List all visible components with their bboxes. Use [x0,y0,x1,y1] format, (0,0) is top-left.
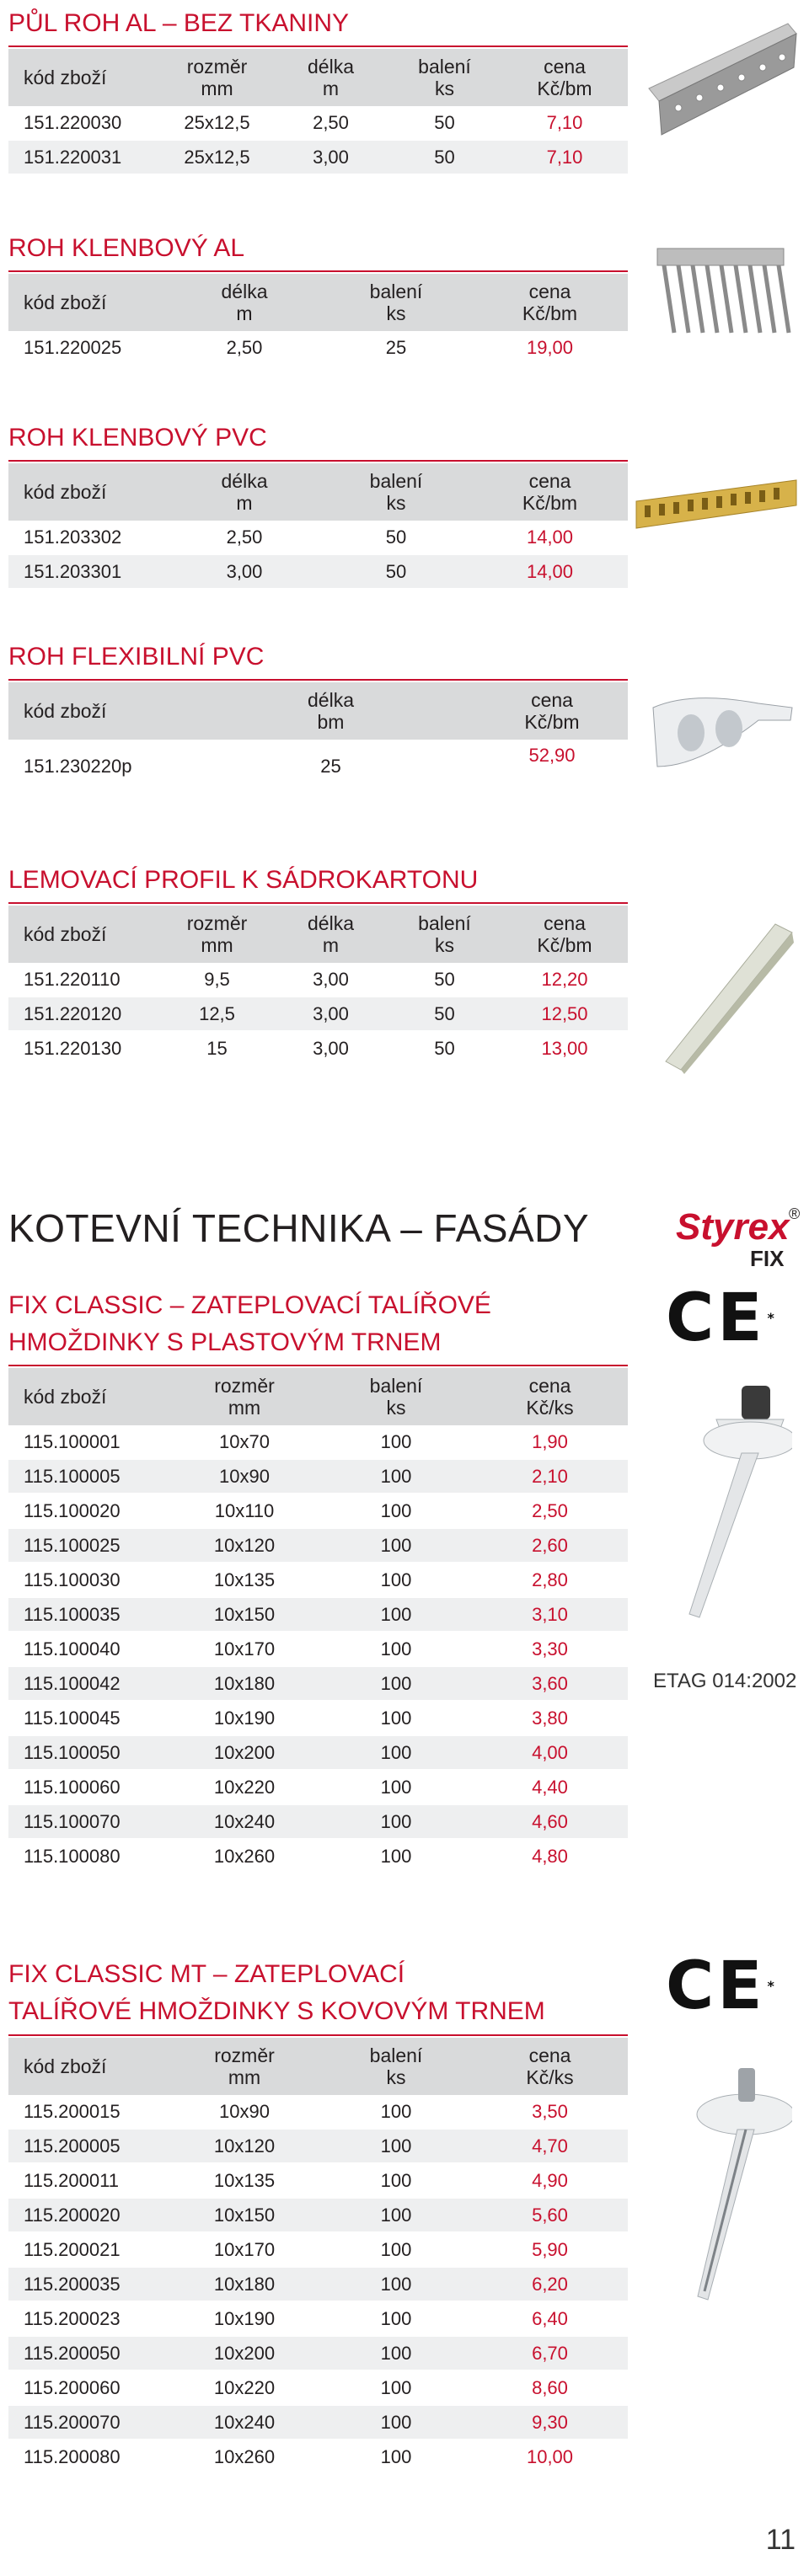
header-price: cena Kč/bm [476,682,628,740]
svg-text:®: ® [789,1205,801,1222]
table-row: 151.230220p 25 52,90 [8,740,628,794]
table-row: 115.100042 10x180 100 3,60 [8,1666,628,1701]
table-row: 151.220031 25x12,5 3,00 50 7,10 [8,140,628,174]
header-price: cena Kč/ks [472,1368,628,1425]
table-row: 115.200021 10x170 100 5,90 [8,2232,628,2267]
section-title-fix-classic-mt: FIX CLASSIC MT – ZATEPLOVACÍ TALÍŘOVÉ HMOŽDINKY S KOVOVÝM TRNEM [8,1960,545,2025]
header-size: rozměr mm [169,1368,320,1425]
table-row: 115.100005 10x90 100 2,10 [8,1459,628,1494]
etag-certification: ETAG 014:2002 [653,1670,797,1692]
table-row: 115.100050 10x200 100 4,00 [8,1735,628,1770]
section-title-flexibilni-pvc: ROH FLEXIBILNÍ PVC [8,643,265,671]
header-size: rozměr mm [160,49,274,106]
header-price: cena Kč/bm [501,49,628,106]
section-rule [8,902,628,904]
product-table-klenbovy-pvc [8,463,628,590]
table-row: 115.200023 10x190 100 6,40 [8,2301,628,2336]
edge-profile-image [657,914,801,1074]
table-row: 115.200070 10x240 100 9,30 [8,2405,628,2440]
ce-mark-icon: CE * [666,1948,778,2024]
header-package: balení ks [388,49,501,106]
table-row: 115.100020 10x110 100 2,50 [8,1494,628,1528]
header-package: balení ks [320,274,472,331]
metal-anchor-dowel-image [666,2055,792,2308]
section-rule [8,1365,628,1366]
header-code: kód zboží [8,1368,169,1425]
header-code: kód zboží [8,274,169,331]
header-price: cena Kč/bm [472,463,628,521]
ce-mark-icon: CE * [666,1280,778,1356]
product-table-pul-roh [8,49,628,175]
page-section-title-kotevni-technika: KOTEVNÍ TECHNIKA – FASÁDY [8,1206,590,1250]
table-row: 115.200020 10x150 100 5,60 [8,2198,628,2232]
table-row: 115.200035 10x180 100 6,20 [8,2267,628,2301]
header-code: kód zboží [8,463,169,521]
section-rule [8,270,628,272]
product-table-klenbovy-al [8,274,628,366]
section-title-pul-roh: PŮL ROH AL – BEZ TKANINY [8,9,350,37]
section-rule [8,2034,628,2036]
header-price: cena Kč/bm [472,274,628,331]
product-table-lemovaci-profil [8,906,628,1066]
table-row: 115.100045 10x190 100 3,80 [8,1701,628,1735]
table-row: 151.220120 12,5 3,00 50 12,50 [8,997,628,1031]
table-row: 115.100001 10x70 100 1,90 [8,1425,628,1459]
table-row: 151.203302 2,50 50 14,00 [8,521,628,554]
table-row: 115.200011 10x135 100 4,90 [8,2163,628,2198]
table-row: 115.200005 10x120 100 4,70 [8,2129,628,2163]
table-row: 151.220130 15 3,00 50 13,00 [8,1031,628,1066]
header-size: rozměr mm [169,2038,320,2095]
header-package: balení ks [320,2038,472,2095]
table-row: 115.200080 10x260 100 10,00 [8,2440,628,2474]
section-rule [8,679,628,681]
flexible-corner-image [640,674,801,783]
header-package: balení ks [388,906,501,963]
table-row: 115.200060 10x220 100 8,60 [8,2370,628,2405]
arched-corner-pvc-image [632,468,801,543]
table-row: 151.220025 2,50 25 19,00 [8,331,628,365]
section-title-fix-classic: FIX CLASSIC – ZATEPLOVACÍ TALÍŘOVÉ HMOŽDINKY S PLASTOVÝM TRNEM [8,1291,491,1356]
table-row: 115.200050 10x200 100 6,70 [8,2336,628,2370]
header-length: délka m [169,463,320,521]
arched-corner-al-image [640,232,801,350]
header-code: kód zboží [8,49,160,106]
header-package: balení ks [320,1368,472,1425]
table-row: 115.100040 10x170 100 3,30 [8,1632,628,1666]
table-row: 115.100030 10x135 100 2,80 [8,1563,628,1597]
header-price: cena Kč/bm [501,906,628,963]
table-row: 115.100080 10x260 100 4,80 [8,1839,628,1873]
section-rule [8,45,628,47]
plastic-anchor-dowel-image [666,1382,792,1626]
header-package: balení ks [320,463,472,521]
table-row: 151.220110 9,5 3,00 50 12,20 [8,963,628,997]
styrex-fix-logo [674,1200,809,1276]
header-length: délka m [169,274,320,331]
section-rule [8,460,628,462]
product-table-fix-classic-mt [8,2038,628,2475]
header-code: kód zboží [8,2038,169,2095]
table-row: 151.220030 25x12,5 2,50 50 7,10 [8,106,628,140]
header-size: rozměr mm [160,906,274,963]
table-row: 115.100035 10x150 100 3,10 [8,1597,628,1632]
table-row: 115.100070 10x240 100 4,60 [8,1804,628,1839]
header-code: kód zboží [8,682,185,740]
table-row: 151.203301 3,00 50 14,00 [8,554,628,589]
header-code: kód zboží [8,906,160,963]
svg-text:FIX: FIX [750,1246,785,1271]
product-table-flexibilni-pvc [8,682,628,795]
header-length: délka m [274,49,388,106]
table-row: 115.200015 10x90 100 3,50 [8,2095,628,2129]
section-title-klenbovy-pvc: ROH KLENBOVÝ PVC [8,424,267,452]
header-length: délka m [274,906,388,963]
page-number: 11 [765,2524,796,2556]
half-corner-profile-image [640,17,801,143]
section-title-lemovaci-profil: LEMOVACÍ PROFIL K SÁDROKARTONU [8,866,479,894]
table-row: 115.100060 10x220 100 4,40 [8,1770,628,1804]
header-price: cena Kč/ks [472,2038,628,2095]
svg-text:Styrex: Styrex [676,1206,790,1248]
product-table-fix-classic [8,1368,628,1874]
table-row: 115.100025 10x120 100 2,60 [8,1528,628,1563]
section-title-klenbovy-al: ROH KLENBOVÝ AL [8,234,245,262]
header-length: délka bm [185,682,476,740]
